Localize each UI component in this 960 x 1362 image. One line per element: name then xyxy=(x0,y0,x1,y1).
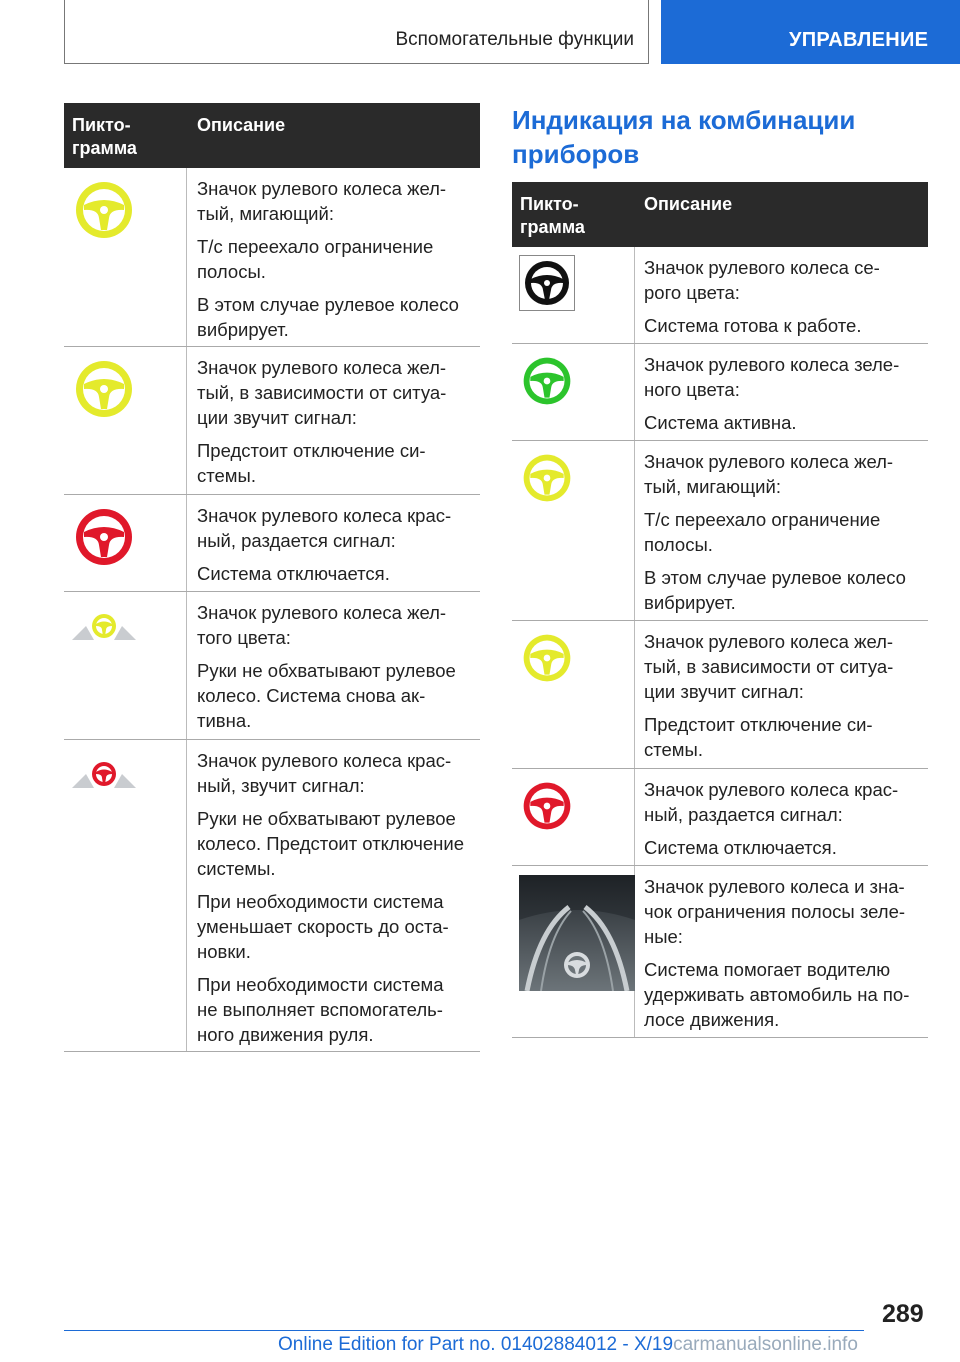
desc-line: Система отключается. xyxy=(644,837,837,858)
header-chapter-label: УПРАВЛЕНИЕ xyxy=(789,29,929,51)
right-table xyxy=(512,182,928,1038)
desc-line: Система активна. xyxy=(644,412,797,433)
desc-line: Система отключается. xyxy=(197,563,390,584)
col-pictogram-header: Пикто- грамма xyxy=(72,115,137,158)
table-row xyxy=(512,621,928,769)
table-row xyxy=(512,769,928,866)
desc-line: Т/с переехало ограничение полосы. xyxy=(644,509,881,555)
edition-text: Online Edition for Part no. 01402884012 - X/19 xyxy=(278,1334,674,1355)
page-number: 289 xyxy=(882,1300,924,1328)
row-description xyxy=(644,255,924,346)
col-pictogram-header: Пикто- грамма xyxy=(520,194,585,237)
desc-line: Значок рулевого колеса жел- тый, в зависимости от ситуа- ции звучит сигнал: xyxy=(644,631,894,702)
footer-divider xyxy=(64,1330,864,1331)
wheel-yellow-icon xyxy=(74,180,134,245)
wheel-yellow-icon xyxy=(522,633,572,688)
row-description xyxy=(197,176,477,350)
wheel-yellow-icon xyxy=(74,359,134,424)
row-description xyxy=(644,629,924,770)
wheel-gray-icon xyxy=(519,255,575,316)
desc-line: Предстоит отключение си- стемы. xyxy=(197,440,426,486)
right-table-header xyxy=(512,182,928,247)
desc-line: Значок рулевого колеса крас- ный, раздается сигнал: xyxy=(197,505,452,551)
wheel-red-icon xyxy=(522,781,572,836)
desc-line: Т/с переехало ограничение полосы. xyxy=(197,236,434,282)
desc-line: Значок рулевого колеса и зна- чок ограничения полосы зеле- ные: xyxy=(644,876,906,947)
table-row xyxy=(64,592,480,740)
wheel-yellow-hands-icon xyxy=(72,606,136,651)
table-row xyxy=(64,168,480,347)
header-section-label: Вспомогательные функции xyxy=(395,29,634,50)
desc-line: В этом случае рулевое колесо вибрирует. xyxy=(197,294,459,340)
desc-line: Предстоит отключение си- стемы. xyxy=(644,714,873,760)
desc-line: При необходимости система не выполняет вспомогатель- ного движения руля. xyxy=(197,974,444,1045)
desc-line: Значок рулевого колеса крас- ный, звучит сигнал: xyxy=(197,750,452,796)
header-chapter-tab xyxy=(661,0,960,64)
row-description xyxy=(197,355,477,496)
wheel-red-hands-icon xyxy=(72,754,136,799)
left-table-header xyxy=(64,103,480,168)
desc-line: Руки не обхватывают рулевое колесо. Предстоит отключение системы. xyxy=(197,808,464,879)
row-description xyxy=(197,600,477,741)
desc-line: Значок рулевого колеса жел- тый, мигающий: xyxy=(644,451,894,497)
wheel-red-icon xyxy=(74,507,134,572)
desc-line: Руки не обхватывают рулевое колесо. Система снова ак- тивна. xyxy=(197,660,456,731)
left-table xyxy=(64,103,480,1052)
desc-line: Значок рулевого колеса зеле- ного цвета: xyxy=(644,354,900,400)
table-row xyxy=(512,441,928,621)
wheel-green-icon xyxy=(522,356,572,411)
col-description-header: Описание xyxy=(197,115,286,135)
row-description xyxy=(197,748,480,1055)
table-row xyxy=(512,247,928,344)
row-description xyxy=(644,449,924,623)
watermark: carmanualsonline.info xyxy=(673,1334,858,1355)
footer-edition xyxy=(278,1334,858,1356)
row-description xyxy=(644,874,926,1040)
desc-line: Значок рулевого колеса жел- тый, в зависимости от ситуа- ции звучит сигнал: xyxy=(197,357,447,428)
desc-line: При необходимости система уменьшает скорость до оста- новки. xyxy=(197,891,449,962)
col-description-header: Описание xyxy=(644,194,733,214)
row-description xyxy=(644,777,924,868)
desc-line: Значок рулевого колеса се- рого цвета: xyxy=(644,257,880,303)
wheel-yellow-icon xyxy=(522,453,572,508)
desc-line: Система помогает водителю удерживать автомобиль на по- лосе движения. xyxy=(644,959,910,1030)
table-row xyxy=(64,740,480,1052)
desc-line: В этом случае рулевое колесо вибрирует. xyxy=(644,567,906,613)
lane-display-image xyxy=(519,875,635,996)
row-description xyxy=(197,503,477,594)
row-description xyxy=(644,352,924,443)
table-row xyxy=(512,866,928,1038)
table-row xyxy=(512,344,928,441)
header-section-box xyxy=(64,0,649,64)
table-row xyxy=(64,495,480,592)
desc-line: Значок рулевого колеса жел- тый, мигающий: xyxy=(197,178,447,224)
desc-line: Значок рулевого колеса крас- ный, раздается сигнал: xyxy=(644,779,899,825)
table-row xyxy=(64,347,480,495)
desc-line: Значок рулевого колеса жел- того цвета: xyxy=(197,602,447,648)
desc-line: Система готова к работе. xyxy=(644,315,862,336)
section-title: Индикация на комбинации приборов xyxy=(512,105,856,169)
